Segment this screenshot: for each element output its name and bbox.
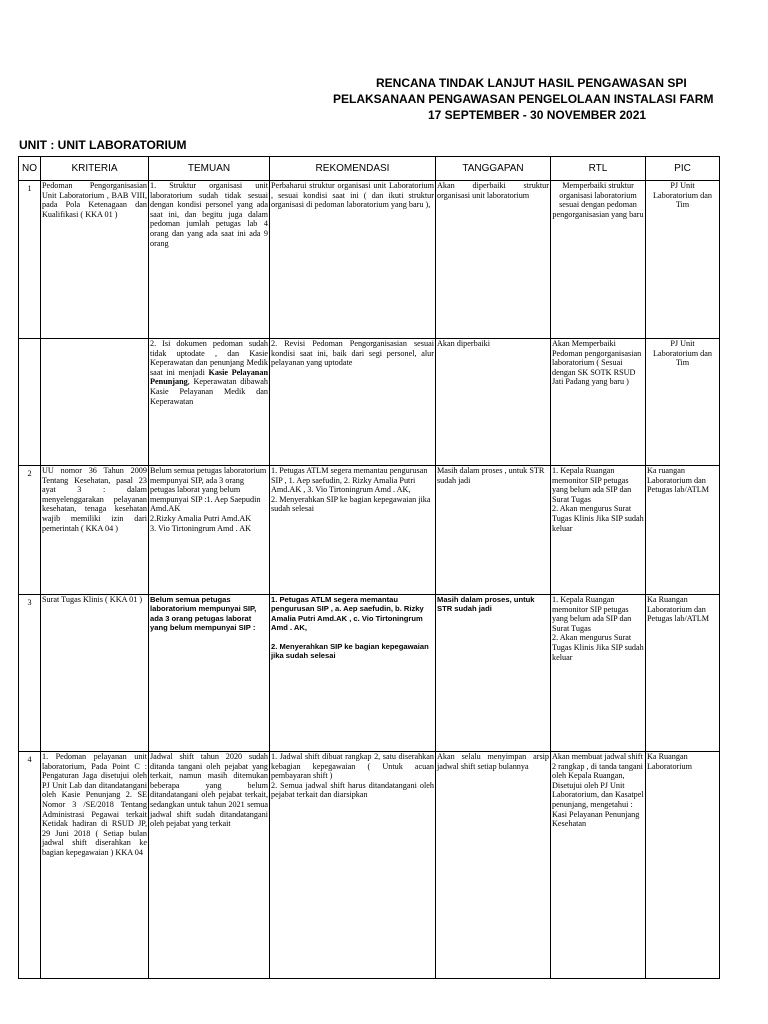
cell-tanggapan: Akan diperbaiki struktur organisasi unit laboratorium bbox=[436, 181, 551, 339]
cell-rekomendasi: Perbaharui struktur organisasi unit Laboratorium , sesuai kondisi saat ini ( dan ikuti struktur organisasi di pedoman laboratorium yang baru ), bbox=[270, 181, 436, 339]
table-row bbox=[19, 181, 720, 339]
report-period: 17 SEPTEMBER - 30 NOVEMBER 2021 bbox=[428, 108, 647, 122]
rekomendasi-text: 1. Jadwal shift dibuat rangkap 2, satu diserahkan kebagian kepegawaian ( Untuk acuan pembayaran shift ) 2. Semua jadwal shift harus ditandatangani oleh pejabat terkait dan diarsipkan bbox=[271, 752, 434, 800]
table-row bbox=[19, 595, 720, 752]
table-header-row bbox=[19, 157, 720, 181]
cell-kriteria: UU nomor 36 Tahun 2009 Tentang Kesehatan, pasal 23 ayat 3 : dalam menyelenggarakan pelayanan kesehatan, tenaga kesehatan wajib memiliki izin dari pemerintah ( KKA 04 ) bbox=[41, 466, 149, 595]
col-header-tanggapan: TANGGAPAN bbox=[436, 157, 551, 181]
cell-temuan: Belum semua petugas laboratorium mempunyai SIP, ada 3 orang petugas laborat yang belum mempunyai SIP : bbox=[149, 595, 270, 752]
cell-pic: Ka Ruangan Laboratorium dan Petugas lab/ATLM bbox=[646, 595, 720, 752]
cell-rtl bbox=[551, 595, 646, 752]
cell-kriteria bbox=[41, 339, 149, 466]
cell-rekomendasi bbox=[270, 752, 436, 979]
col-header-kriteria: KRITERIA bbox=[41, 157, 149, 181]
temuan-text-tail: , Keperawatan dibawah Kasie Pelayanan Medik dan Keperawatan bbox=[150, 377, 268, 406]
cell-no: 3 bbox=[19, 595, 41, 752]
cell-rtl: Akan Memperbaiki Pedoman pengorganisasian laboratorium ( Sesuai dengan SK SOTK RSUD Jati Padang yang baru ) bbox=[551, 339, 646, 466]
cell-kriteria: Surat Tugas Klinis ( KKA 01 ) bbox=[41, 595, 149, 752]
cell-no: 1 bbox=[19, 181, 41, 339]
cell-no: 4 bbox=[19, 752, 41, 979]
report-title: RENCANA TINDAK LANJUT HASIL PENGAWASAN SPI bbox=[376, 76, 687, 90]
temuan-bold-text: Kasie Pelayanan Penunjang bbox=[150, 367, 268, 387]
col-header-no: NO bbox=[19, 157, 41, 181]
temuan-text: 2. Isi dokumen pedoman sudah tidak uptodate , dan Kasie Keperawatan dan penunjang Medik saat ini menjadi bbox=[150, 339, 268, 377]
cell-tanggapan: Masih dalam proses , untuk STR sudah jadi bbox=[436, 466, 551, 595]
cell-tanggapan: Akan diperbaiki bbox=[436, 339, 551, 466]
cell-tanggapan: Masih dalam proses, untuk STR sudah jadi bbox=[436, 595, 551, 752]
table-row bbox=[19, 466, 720, 595]
cell-rekomendasi: 2. Revisi Pedoman Pengorganisasian sesuai kondisi saat ini, baik dari segi personel, alur pelayanan yang uptodate bbox=[270, 339, 436, 466]
cell-temuan bbox=[149, 339, 270, 466]
rtl-text: 1. Kepala Ruangan memonitor SIP petugas yang belum ada SIP dan Surat Tugas 2. Akan mengurus Surat Tugas Klinis Jika SIP sudah keluar bbox=[552, 595, 644, 662]
cell-kriteria: Pedoman Pengorganisasian Unit Laboratorium , BAB VIII, pada Pola Ketenagaan dan Kualifikasi ( KKA 01 ) bbox=[41, 181, 149, 339]
rekomendasi-text: 1. Petugas ATLM segera memantau pengurusan SIP , a. Aep saefudin, b. Rizky Amalia Putri Amd.AK , c. Vio Tirtoningrum Amd . AK, 2. Menyerahkan SIP ke bagian kepegawaian jika sudah selesai bbox=[271, 595, 429, 661]
cell-temuan: 1. Struktur organisasi unit laboratorium sudah tidak sesuai dengan kondisi personel yang ada saat ini, dan begitu juga dalam pedoman jumlah petugas lab 4 orang dan yang ada saat ini ada 9 orang bbox=[149, 181, 270, 339]
cell-tanggapan: Akan selalu menyimpan arsip jadwal shift setiap bulannya bbox=[436, 752, 551, 979]
unit-label: UNIT : UNIT LABORATORIUM bbox=[19, 138, 187, 152]
report-subtitle: PELAKSANAAN PENGAWASAN PENGELOLAAN INSTALASI FARM bbox=[333, 92, 714, 106]
cell-no bbox=[19, 339, 41, 466]
cell-temuan: Jadwal shift tahun 2020 sudah ditanda tangani oleh pejabat yang terkait, namun masih ditemukan beberapa yang belum ditandatangani oleh pejabat terkait, sedangkan untuk tahun 2021 semua jadwal shift sudah ditandatangani oleh pejabat yang terkait bbox=[149, 752, 270, 979]
cell-rtl bbox=[551, 466, 646, 595]
findings-table bbox=[18, 156, 720, 979]
cell-rekomendasi bbox=[270, 595, 436, 752]
col-header-pic: PIC bbox=[646, 157, 720, 181]
cell-pic: Ka Ruangan Laboratorium bbox=[646, 752, 720, 979]
cell-pic: PJ Unit Laboratorium dan Tim bbox=[646, 339, 720, 466]
cell-pic: PJ Unit Laboratorium dan Tim bbox=[646, 181, 720, 339]
temuan-text: Belum semua petugas laboratorium mempunyai SIP, ada 3 orang petugas laborat yang belum mempunyai SIP :1. Aep Saepudin Amd.AK 2.Rizky Amalia Putri Amd.AK 3. Vio Tirtoningrum Amd . AK bbox=[150, 466, 267, 533]
rtl-text: 1. Kepala Ruangan memonitor SIP petugas yang belum ada SIP dan Surat Tugas 2. Akan mengurus Surat Tugas Klinis Jika SIP sudah keluar bbox=[552, 466, 644, 533]
cell-pic: Ka ruangan Laboratorium dan Petugas lab/ATLM bbox=[646, 466, 720, 595]
cell-rekomendasi bbox=[270, 466, 436, 595]
table-row bbox=[19, 752, 720, 979]
cell-kriteria: 1. Pedoman pelayanan unit laboratorium, Pada Point C : Pengaturan Jaga disetujui oleh PJ Unit Lab dan ditandatangani oleh Kasie Penunjang 2. SE Nomor 3 /SE/2018 Tentang Administrasi Pegawai terkait Ketidak hadiran di RSUD JP, 29 Juni 2018 ( Setiap bulan jadwal shift diserahkan ke bagian kepegawaian ) KKA 04 bbox=[41, 752, 149, 979]
col-header-temuan: TEMUAN bbox=[149, 157, 270, 181]
cell-rtl: Memperbaiki struktur organisasi laboratorium sesuai dengan pedoman pengorganisasian yang baru bbox=[551, 181, 646, 339]
rekomendasi-text: 1. Petugas ATLM segera memantau pengurusan SIP , 1. Aep saefudin, 2. Rizky Amalia Putri Amd.AK , 3. Vio Tirtoningrum Amd . AK, 2. Menyerahkan SIP ke bagian kepegawaian jika sudah selesai bbox=[271, 466, 431, 514]
col-header-rekomendasi: REKOMENDASI bbox=[270, 157, 436, 181]
col-header-rtl: RTL bbox=[551, 157, 646, 181]
cell-rtl: Akan membuat jadwal shift 2 rangkap , di tanda tangani oleh Kepala Ruangan, Disetujui oleh PJ Unit Laboratorium, dan Kasatpel penunjang, mengetahui : Kasi Pelayanan Penunjang Kesehatan bbox=[551, 752, 646, 979]
table-row bbox=[19, 339, 720, 466]
cell-temuan bbox=[149, 466, 270, 595]
cell-no: 2 bbox=[19, 466, 41, 595]
